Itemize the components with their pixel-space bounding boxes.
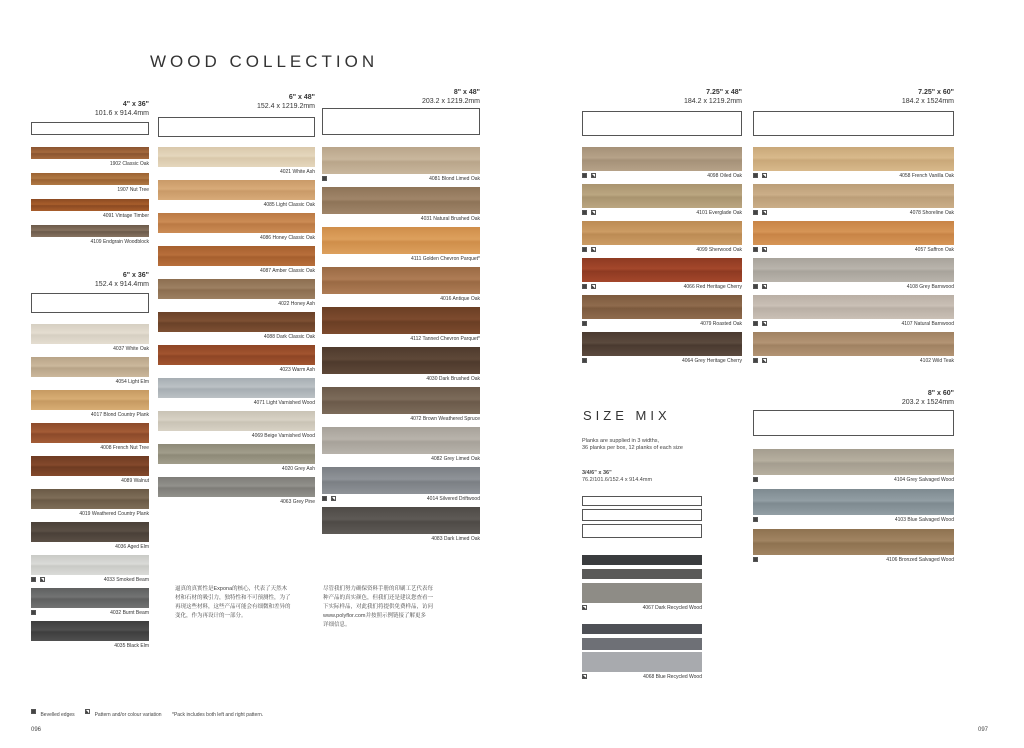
plank-label: 4036 Aged Elm — [115, 544, 149, 550]
bevel-icon — [753, 557, 758, 562]
paragraph-colour: 尽管我们努力确保资料手册的印刷工艺代表每 种产品的真实颜色，但我们还是建议您查看一 下实际样品，对此我们将提供免费样品，访问 www.polyflor.com并按照示例链接了解更多 详细信息。 — [323, 586, 434, 628]
plank-swatch — [753, 184, 954, 208]
plank-swatch — [753, 258, 954, 282]
plank-label: 4078 Shoreline Oak — [909, 210, 954, 216]
pattern-icon — [762, 321, 767, 326]
plank-swatch — [753, 332, 954, 356]
plank-swatch — [31, 621, 149, 641]
plank-label: 4071 Light Varnished Wood — [253, 400, 315, 406]
plank-swatch — [582, 624, 702, 634]
bevel-icon — [582, 210, 587, 215]
plank-swatch — [31, 588, 149, 608]
bevel-icon — [31, 610, 36, 615]
plank-swatch — [322, 187, 480, 214]
plank-label: 4030 Dark Brushed Oak — [426, 376, 480, 382]
bevel-icon — [582, 321, 587, 326]
plank-swatch — [582, 221, 742, 245]
plank-swatch — [31, 173, 149, 185]
plank-swatch — [322, 467, 480, 494]
plank-swatch — [753, 489, 954, 515]
size-frame — [753, 111, 954, 136]
pattern-icon — [591, 210, 596, 215]
plank-label: 4081 Blond Limed Oak — [429, 176, 480, 182]
plank-swatch — [322, 307, 480, 334]
plank-label: 4014 Silvered Driftwood — [426, 496, 480, 502]
pattern-icon — [762, 247, 767, 252]
pattern-icon — [331, 496, 336, 501]
size-frame — [31, 293, 149, 313]
plank-swatch — [31, 423, 149, 443]
plank-swatch — [158, 345, 315, 365]
bevel-icon — [753, 477, 758, 482]
plank-label: 4068 Blue Recycled Wood — [643, 674, 702, 680]
plank-swatch — [582, 583, 702, 603]
plank-label: 4072 Brown Weathered Spruce — [410, 416, 480, 422]
plank-swatch — [753, 221, 954, 245]
size-header-8x60: 8" x 60" 203.2 x 1524mm — [901, 390, 954, 406]
plank-swatch — [753, 147, 954, 171]
plank-label: 4089 Walnut — [121, 478, 149, 484]
pattern-icon — [591, 247, 596, 252]
size-header-7-25x60: 7.25" x 60" 184.2 x 1524mm — [901, 89, 954, 105]
pattern-icon — [762, 173, 767, 178]
plank-label: 4088 Dark Classic Oak — [263, 334, 315, 340]
pattern-icon — [582, 605, 587, 610]
plank-label: 4109 Endgrain Woodblock — [90, 239, 149, 245]
pattern-icon — [40, 577, 45, 582]
size-header-4x36: 4" x 36" 101.6 x 914.4mm — [94, 101, 149, 117]
plank-label: 4091 Vintage Timber — [102, 213, 149, 219]
plank-label: 4086 Honey Classic Oak — [259, 235, 315, 241]
plank-swatch — [322, 147, 480, 174]
plank-swatch — [31, 324, 149, 344]
plank-label: 4066 Red Heritage Cherry — [683, 284, 742, 290]
plank-swatch — [322, 347, 480, 374]
plank-swatch — [582, 569, 702, 579]
pattern-icon — [591, 173, 596, 178]
bevel-icon — [753, 517, 758, 522]
plank-label: 4098 Oiled Oak — [707, 173, 742, 179]
plank-swatch — [582, 184, 742, 208]
plank-swatch — [753, 295, 954, 319]
plank-label: 4102 Wild Teak — [919, 358, 954, 364]
plank-swatch — [158, 180, 315, 200]
plank-swatch — [582, 147, 742, 171]
plank-swatch — [582, 638, 702, 650]
size-mix-note: Planks are supplied in 3 widths, 36 planks per box, 12 planks of each size — [582, 438, 683, 451]
plank-label: 4085 Light Classic Oak — [263, 202, 315, 208]
plank-swatch — [31, 225, 149, 237]
plank-swatch — [753, 449, 954, 475]
plank-swatch — [158, 246, 315, 266]
plank-label: 4108 Grey Barnwood — [906, 284, 954, 290]
plank-swatch — [31, 199, 149, 211]
bevel-icon — [31, 577, 36, 582]
plank-label: 4087 Amber Classic Oak — [259, 268, 315, 274]
plank-swatch — [322, 507, 480, 534]
size-header-7-25x48: 7.25" x 48" 184.2 x 1219.2mm — [684, 89, 742, 105]
plank-label: 4016 Antique Oak — [440, 296, 480, 302]
pattern-icon — [582, 674, 587, 679]
plank-label: 4111 Golden Chevron Parquet* — [410, 256, 480, 262]
page-title: WOOD COLLECTION — [150, 52, 379, 71]
plank-label: 4020 Grey Ash — [281, 466, 315, 472]
plank-swatch — [31, 147, 149, 159]
size-header-6x36: 6" x 36" 152.4 x 914.4mm — [94, 272, 149, 288]
plank-swatch — [322, 387, 480, 414]
plank-swatch — [582, 332, 742, 356]
plank-swatch — [31, 456, 149, 476]
plank-label: 4064 Grey Heritage Cherry — [681, 358, 742, 364]
size-frame — [753, 410, 954, 436]
plank-label: 4019 Weathered Country Plank — [79, 511, 149, 517]
size-header-8x48: 8" x 48" 203.2 x 1219.2mm — [422, 89, 480, 105]
plank-swatch — [158, 147, 315, 167]
plank-label: 1902 Classic Oak — [109, 161, 149, 167]
plank-swatch — [158, 477, 315, 497]
plank-label: 4107 Natural Barnwood — [901, 321, 954, 327]
plank-swatch — [31, 357, 149, 377]
plank-swatch — [582, 652, 702, 672]
bevel-icon — [582, 173, 587, 178]
plank-swatch — [158, 312, 315, 332]
plank-label: 4031 Natural Brushed Oak — [420, 216, 480, 222]
page-number-left: 096 — [31, 727, 42, 733]
plank-label: 4079 Roasted Oak — [700, 321, 742, 327]
bevel-icon — [753, 284, 758, 289]
plank-label: 4106 Bronzed Salvaged Wood — [886, 557, 954, 563]
plank-swatch — [158, 411, 315, 431]
size-frame — [31, 122, 149, 135]
plank-swatch — [31, 522, 149, 542]
plank-label: 4037 White Oak — [113, 346, 149, 352]
plank-label: 4008 French Nut Tree — [100, 445, 149, 451]
plank-label: 4057 Saffron Oak — [914, 247, 954, 253]
plank-label: 1907 Nut Tree — [117, 187, 149, 193]
size-frame — [582, 509, 702, 521]
pattern-icon — [591, 284, 596, 289]
pattern-icon — [762, 358, 767, 363]
plank-label: 4083 Dark Limed Oak — [431, 536, 480, 542]
bevel-icon — [322, 176, 327, 181]
plank-swatch — [158, 279, 315, 299]
bevel-icon — [31, 709, 36, 714]
plank-label: 4082 Grey Limed Oak — [431, 456, 480, 462]
size-header-mix: 3/4/6" x 36" 76.2/101.6/152.4 x 914.4mm — [582, 470, 653, 483]
size-frame — [322, 108, 480, 135]
page-number-right: 097 — [978, 727, 989, 733]
pattern-icon — [762, 284, 767, 289]
plank-swatch — [158, 213, 315, 233]
bevel-icon — [582, 358, 587, 363]
pattern-icon — [762, 210, 767, 215]
plank-label: 4104 Grey Salvaged Wood — [894, 477, 954, 483]
plank-label: 4058 French Vanilla Oak — [899, 173, 954, 179]
plank-swatch — [31, 489, 149, 509]
bevel-icon — [753, 358, 758, 363]
plank-label: 4069 Beige Varnished Wood — [251, 433, 315, 439]
plank-label: 4035 Black Elm — [114, 643, 149, 649]
bevel-icon — [753, 173, 758, 178]
plank-label: 4067 Dark Recycled Wood — [642, 605, 702, 611]
bevel-icon — [753, 247, 758, 252]
paragraph-realism: 逼真的真實性是Expona的核心，代表了天然木 材和石材的吸引力，独特性和不可预测性，为了 再现这些材料，这些产品可能会有细微和差异的 变化，作为再设计的一部分。 — [175, 586, 291, 619]
plank-label: 4063 Grey Pine — [280, 499, 315, 505]
plank-label: 4101 Everglade Oak — [696, 210, 742, 216]
plank-swatch — [582, 555, 702, 565]
plank-label: 4099 Sherwood Oak — [696, 247, 742, 253]
size-frame — [582, 496, 702, 506]
plank-label: 4022 Honey Ash — [278, 301, 315, 307]
plank-swatch — [31, 390, 149, 410]
pattern-icon — [85, 709, 90, 714]
plank-label: 4033 Smoked Beam — [103, 577, 149, 583]
bevel-icon — [753, 321, 758, 326]
plank-swatch — [31, 555, 149, 575]
plank-swatch — [582, 258, 742, 282]
size-frame — [582, 524, 702, 538]
plank-swatch — [322, 267, 480, 294]
plank-label: 4021 White Ash — [279, 169, 315, 175]
plank-swatch — [582, 295, 742, 319]
size-header-6x48: 6" x 48" 152.4 x 1219.2mm — [257, 94, 315, 110]
plank-label: 4032 Burnt Beam — [110, 610, 149, 616]
legend: Bevelled edges Pattern and/or colour variation *Pack includes both left and right pattern. — [31, 703, 263, 721]
size-mix-title: SIZE MIX — [583, 408, 671, 423]
size-frame — [582, 111, 742, 136]
bevel-icon — [753, 210, 758, 215]
plank-label: 4112 Tanned Chevron Parquet* — [410, 336, 480, 342]
plank-swatch — [158, 378, 315, 398]
plank-label: 4017 Blond Country Plank — [90, 412, 149, 418]
plank-swatch — [322, 227, 480, 254]
plank-swatch — [322, 427, 480, 454]
plank-swatch — [158, 444, 315, 464]
plank-label: 4103 Blue Salvaged Wood — [894, 517, 954, 523]
size-frame — [158, 117, 315, 137]
bevel-icon — [582, 284, 587, 289]
plank-swatch — [753, 529, 954, 555]
bevel-icon — [322, 496, 327, 501]
plank-label: 4054 Light Elm — [115, 379, 149, 385]
plank-label: 4023 Warm Ash — [279, 367, 315, 373]
bevel-icon — [582, 247, 587, 252]
